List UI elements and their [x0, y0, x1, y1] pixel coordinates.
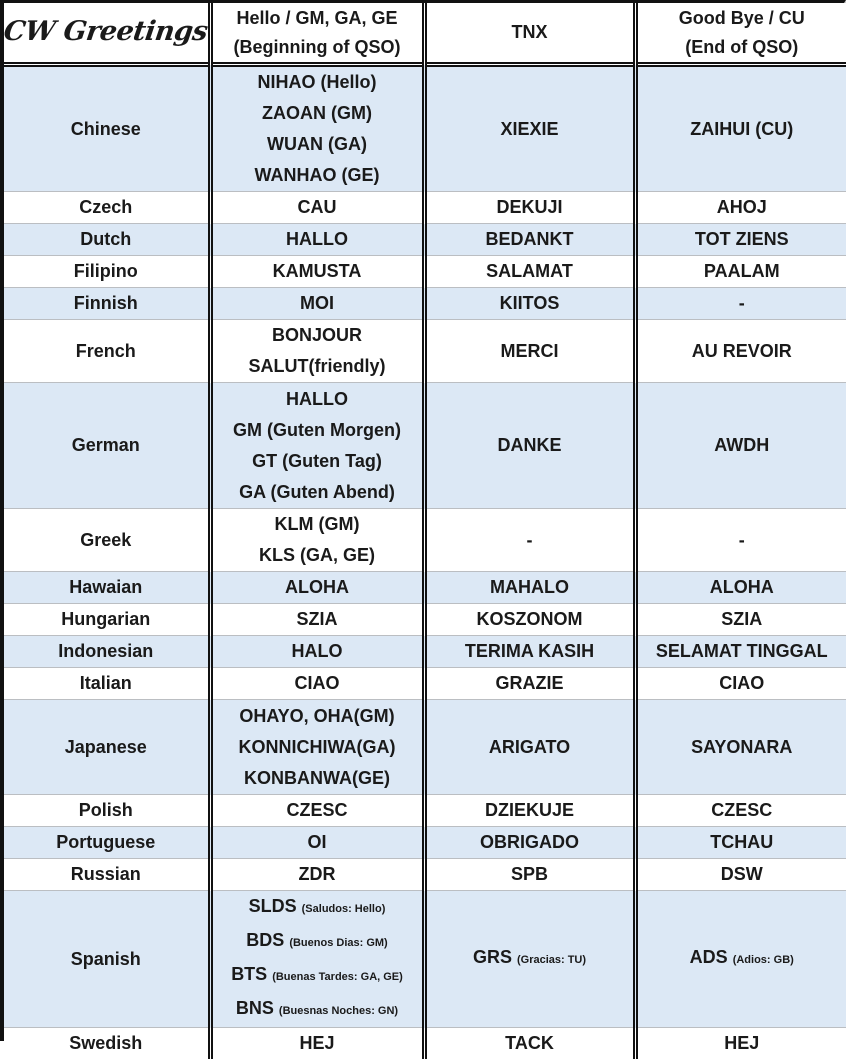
bye-phrase: - — [739, 530, 745, 550]
tnx-cell — [424, 795, 635, 827]
hello-phrase — [213, 925, 422, 959]
tnx-cell — [424, 604, 635, 636]
hello-phrase: GT (Guten Tag) — [213, 446, 422, 477]
bye-cell — [635, 604, 846, 636]
hello-cell — [210, 1028, 424, 1059]
table-row — [4, 572, 846, 604]
language-name: Hawaian — [69, 577, 142, 597]
language-name: Czech — [79, 197, 132, 217]
language-name: Chinese — [71, 119, 141, 139]
tnx-cell — [424, 700, 635, 795]
bye-phrase: CZESC — [711, 800, 772, 820]
tnx-phrase: SPB — [511, 864, 548, 884]
hello-phrase: KONNICHIWA(GA) — [213, 732, 422, 763]
hello-phrase: MOI — [213, 288, 422, 319]
hello-cell — [210, 320, 424, 383]
table-row — [4, 224, 846, 256]
bye-cell — [635, 668, 846, 700]
hello-phrase: ZDR — [213, 859, 422, 890]
header-tnx — [424, 3, 635, 65]
language-name: Greek — [80, 530, 131, 550]
table-row — [4, 1028, 846, 1059]
language-cell — [4, 509, 210, 572]
hello-cell — [210, 509, 424, 572]
hello-phrase — [213, 891, 422, 925]
tnx-cell — [424, 891, 635, 1028]
hello-phrase: GA (Guten Abend) — [213, 477, 422, 508]
tnx-phrase: GRAZIE — [495, 673, 563, 693]
language-name: Portuguese — [56, 832, 155, 852]
bye-phrase: SZIA — [721, 609, 762, 629]
language-name: Swedish — [69, 1033, 142, 1053]
tnx-cell — [424, 668, 635, 700]
hello-phrase: ZAOAN (GM) — [213, 98, 422, 129]
language-cell — [4, 572, 210, 604]
bye-phrase: TCHAU — [710, 832, 773, 852]
bye-cell — [635, 891, 846, 1028]
language-cell — [4, 700, 210, 795]
header-bye-line1: Good Bye / CU — [638, 4, 847, 33]
hello-phrase — [213, 993, 422, 1027]
hello-cell — [210, 827, 424, 859]
hello-phrase: OHAYO, OHA(GM) — [213, 701, 422, 732]
abbrev-note: (Buesnas Noches: GN) — [279, 1005, 398, 1017]
bye-phrase: ALOHA — [710, 577, 774, 597]
language-cell — [4, 604, 210, 636]
language-name: Filipino — [74, 261, 138, 281]
bye-phrase: SAYONARA — [691, 737, 792, 757]
hello-cell — [210, 572, 424, 604]
language-cell — [4, 795, 210, 827]
hello-cell — [210, 795, 424, 827]
bye-phrase: CIAO — [719, 673, 764, 693]
bye-cell — [635, 636, 846, 668]
table-row — [4, 288, 846, 320]
language-name: Dutch — [80, 229, 131, 249]
language-name: Russian — [71, 864, 141, 884]
table-row — [4, 668, 846, 700]
language-cell — [4, 827, 210, 859]
header-row — [4, 3, 846, 65]
hello-phrase: KLM (GM) — [213, 509, 422, 540]
hello-phrase: KAMUSTA — [213, 256, 422, 287]
language-cell — [4, 320, 210, 383]
bye-phrase: DSW — [721, 864, 763, 884]
bye-cell — [635, 859, 846, 891]
bye-cell — [635, 224, 846, 256]
hello-phrase: WANHAO (GE) — [213, 160, 422, 191]
language-cell — [4, 224, 210, 256]
language-name: Polish — [79, 800, 133, 820]
hello-phrase: CZESC — [213, 795, 422, 826]
bye-cell — [635, 288, 846, 320]
bye-cell — [635, 700, 846, 795]
bye-phrase: - — [739, 293, 745, 313]
bye-cell — [635, 256, 846, 288]
tnx-phrase: DANKE — [497, 435, 561, 455]
language-cell — [4, 859, 210, 891]
hello-cell — [210, 256, 424, 288]
tnx-cell — [424, 383, 635, 509]
bye-phrase-note: (Adios: GB) — [733, 954, 794, 966]
table-row — [4, 636, 846, 668]
tnx-phrase: OBRIGADO — [480, 832, 579, 852]
table-title — [4, 3, 210, 65]
language-name: Spanish — [71, 949, 141, 969]
language-cell — [4, 1028, 210, 1059]
language-cell — [4, 636, 210, 668]
header-bye — [635, 3, 846, 65]
tnx-phrase: SALAMAT — [486, 261, 573, 281]
language-name: Japanese — [65, 737, 147, 757]
hello-cell — [210, 604, 424, 636]
language-cell — [4, 668, 210, 700]
language-name: French — [76, 341, 136, 361]
tnx-phrase: KIITOS — [500, 293, 560, 313]
tnx-cell — [424, 827, 635, 859]
table-row — [4, 509, 846, 572]
hello-phrase — [213, 959, 422, 993]
language-cell — [4, 891, 210, 1028]
tnx-cell — [424, 320, 635, 383]
tnx-phrase: BEDANKT — [486, 229, 574, 249]
hello-phrase: BONJOUR — [213, 320, 422, 351]
language-name: Indonesian — [58, 641, 153, 661]
hello-phrase: NIHAO (Hello) — [213, 67, 422, 98]
tnx-phrase: KOSZONOM — [477, 609, 583, 629]
bye-phrase: SELAMAT TINGGAL — [656, 641, 828, 661]
header-bye-line2: (End of QSO) — [638, 33, 847, 62]
bye-cell — [635, 1028, 846, 1059]
bye-phrase: HEJ — [724, 1033, 759, 1053]
bye-phrase: TOT ZIENS — [695, 229, 789, 249]
hello-cell — [210, 700, 424, 795]
tnx-phrase: - — [527, 530, 533, 550]
abbrev: BDS — [246, 930, 284, 950]
tnx-cell — [424, 192, 635, 224]
bye-phrase: PAALAM — [704, 261, 780, 281]
hello-phrase: OI — [213, 827, 422, 858]
hello-phrase: WUAN (GA) — [213, 129, 422, 160]
table-row — [4, 65, 846, 192]
table-row — [4, 700, 846, 795]
table-row — [4, 891, 846, 1028]
language-name: German — [72, 435, 140, 455]
hello-phrase: HALLO — [213, 224, 422, 255]
tnx-cell — [424, 256, 635, 288]
hello-cell — [210, 192, 424, 224]
language-cell — [4, 383, 210, 509]
bye-phrase: ZAIHUI (CU) — [690, 119, 793, 139]
hello-cell — [210, 224, 424, 256]
hello-cell — [210, 65, 424, 192]
hello-cell — [210, 383, 424, 509]
table-row — [4, 320, 846, 383]
table-row — [4, 827, 846, 859]
bye-phrase: ADS — [690, 947, 728, 967]
tnx-cell — [424, 636, 635, 668]
bye-cell — [635, 65, 846, 192]
language-cell — [4, 288, 210, 320]
header-hello-line1: Hello / GM, GA, GE — [213, 4, 422, 33]
abbrev: SLDS — [249, 896, 297, 916]
tnx-cell — [424, 509, 635, 572]
hello-cell — [210, 288, 424, 320]
tnx-cell — [424, 288, 635, 320]
tnx-phrase: MAHALO — [490, 577, 569, 597]
bye-cell — [635, 795, 846, 827]
language-name: Hungarian — [61, 609, 150, 629]
table-row — [4, 256, 846, 288]
bye-phrase: AWDH — [714, 435, 769, 455]
hello-phrase: CIAO — [213, 668, 422, 699]
tnx-cell — [424, 224, 635, 256]
hello-cell — [210, 859, 424, 891]
bye-cell — [635, 827, 846, 859]
hello-phrase: SALUT(friendly) — [213, 351, 422, 382]
bye-phrase: AHOJ — [717, 197, 767, 217]
hello-phrase: HALO — [213, 636, 422, 667]
hello-phrase: KLS (GA, GE) — [213, 540, 422, 571]
abbrev-note: (Saludos: Hello) — [302, 903, 386, 915]
tnx-phrase: DEKUJI — [496, 197, 562, 217]
bye-cell — [635, 509, 846, 572]
bye-cell — [635, 320, 846, 383]
language-cell — [4, 256, 210, 288]
tnx-phrase: DZIEKUJE — [485, 800, 574, 820]
hello-cell — [210, 891, 424, 1028]
bye-cell — [635, 383, 846, 509]
hello-phrase: HEJ — [213, 1028, 422, 1059]
tnx-cell — [424, 1028, 635, 1059]
abbrev-note: (Buenos Dias: GM) — [289, 937, 387, 949]
hello-cell — [210, 636, 424, 668]
bye-cell — [635, 192, 846, 224]
language-cell — [4, 65, 210, 192]
hello-phrase: KONBANWA(GE) — [213, 763, 422, 794]
tnx-phrase: XIEXIE — [500, 119, 558, 139]
bye-phrase: AU REVOIR — [692, 341, 792, 361]
hello-phrase: CAU — [213, 192, 422, 223]
tnx-phrase: ARIGATO — [489, 737, 570, 757]
tnx-cell — [424, 859, 635, 891]
table-row — [4, 383, 846, 509]
header-hello — [210, 3, 424, 65]
hello-phrase: GM (Guten Morgen) — [213, 415, 422, 446]
table-row — [4, 795, 846, 827]
header-hello-line2: (Beginning of QSO) — [213, 33, 422, 62]
hello-phrase: HALLO — [213, 384, 422, 415]
tnx-phrase: TERIMA KASIH — [465, 641, 594, 661]
tnx-cell — [424, 572, 635, 604]
header-tnx-text: TNX — [512, 22, 548, 42]
cw-greetings-table — [4, 3, 846, 1059]
tnx-phrase: TACK — [505, 1033, 554, 1053]
tnx-phrase: GRS — [473, 947, 512, 967]
table-row — [4, 192, 846, 224]
language-name: Italian — [80, 673, 132, 693]
abbrev-note: (Buenas Tardes: GA, GE) — [272, 971, 403, 983]
abbrev: BNS — [236, 998, 274, 1018]
table-row — [4, 604, 846, 636]
abbrev: BTS — [231, 964, 267, 984]
hello-cell — [210, 668, 424, 700]
language-name: Finnish — [74, 293, 138, 313]
title-text: CW Greetings — [2, 17, 209, 46]
tnx-phrase: MERCI — [501, 341, 559, 361]
hello-phrase: ALOHA — [213, 572, 422, 603]
tnx-cell — [424, 65, 635, 192]
hello-phrase: SZIA — [213, 604, 422, 635]
table-body — [4, 65, 846, 1059]
language-cell — [4, 192, 210, 224]
table-row — [4, 859, 846, 891]
bye-cell — [635, 572, 846, 604]
tnx-phrase-note: (Gracias: TU) — [517, 954, 586, 966]
